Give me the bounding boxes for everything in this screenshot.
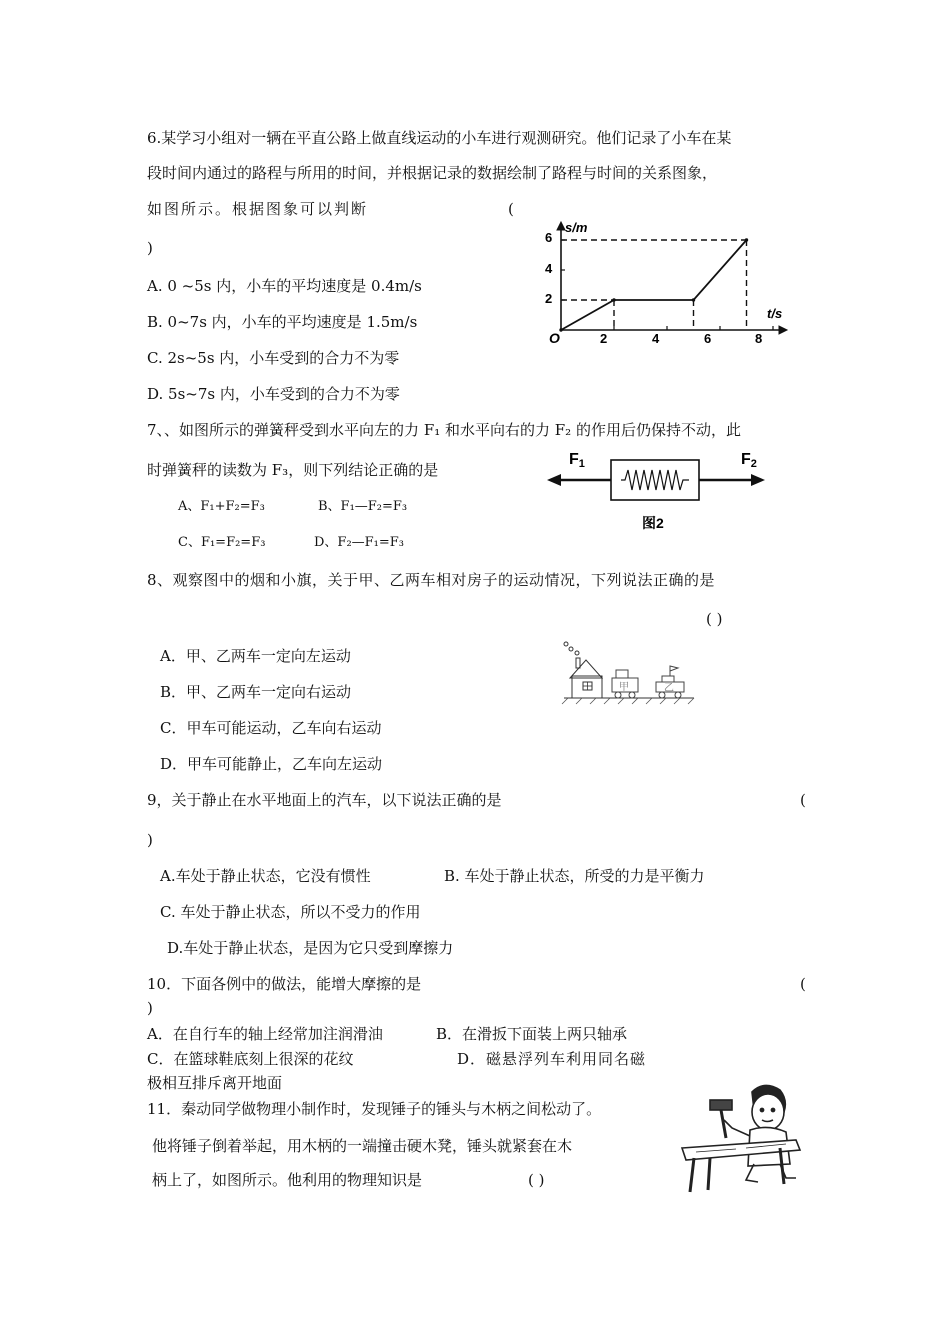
car-jia-label: 甲	[619, 682, 629, 693]
graph-y-axis-arrow	[557, 222, 565, 230]
graph-y-tick-6: 6	[545, 230, 553, 245]
q9-option-a: A.车处于静止状态，它没有惯性	[160, 867, 371, 885]
force-f2-label: F2	[741, 451, 757, 470]
q9-option-d: D.车处于静止状态，是因为它只受到摩擦力	[167, 939, 454, 957]
q6-line-2: 段时间内通过的路程与所用的时间，并根据记录的数据绘制了路程与时间的关系图象，	[147, 164, 718, 182]
graph-x-tick-4: 4	[652, 331, 660, 346]
q8-house-cars-figure	[558, 640, 698, 710]
q9-paren-close: )	[147, 831, 153, 849]
q6-distance-time-graph	[535, 212, 795, 352]
boy-arm	[724, 1120, 750, 1136]
figure-caption: 图2	[642, 515, 664, 531]
graph-y-axis-label: s/m	[565, 220, 588, 235]
car-jia-cabin	[616, 670, 628, 678]
q9-paren-open: (	[800, 791, 806, 809]
q8-option-c: C．甲车可能运动，乙车向右运动	[160, 719, 382, 737]
graph-series-line	[561, 240, 747, 330]
house	[572, 676, 602, 698]
q6-option-d: D. 5s~7s 内，小车受到的合力不为零	[147, 385, 400, 403]
q8-line-1: 8、观察图中的烟和小旗，关于甲、乙两车相对房子的运动情况，下列说法正确的是	[147, 571, 716, 589]
q8-option-b: B．甲、乙两车一定向右运动	[160, 683, 352, 701]
right-arrow-head	[751, 474, 765, 486]
q7-line-2: 时弹簧秤的读数为 F₃，则下列结论正确的是	[147, 461, 439, 479]
ground-hatching	[562, 698, 694, 704]
hammer-handle	[721, 1110, 726, 1138]
q6-line-1: 6.某学习小组对一辆在平直公路上做直线运动的小车进行观测研究。他们记录了小车在某	[147, 129, 732, 147]
q6-option-a: A. 0 ~5s 内，小车的平均速度是 0.4m/s	[147, 277, 422, 295]
q10-line-1: 10．下面各例中的做法，能增大摩擦的是	[147, 975, 422, 993]
graph-data-point	[745, 239, 747, 241]
q9-option-c: C. 车处于静止状态，所以不受力的作用	[160, 903, 421, 921]
q10-option-d: D．磁悬浮列车利用同名磁	[457, 1050, 647, 1068]
q10-paren-open: (	[800, 975, 806, 993]
q9-option-b: B. 车处于静止状态，所受的力是平衡力	[444, 867, 705, 885]
graph-y-tick-4: 4	[545, 261, 553, 276]
q8-option-a: A．甲、乙两车一定向左运动	[160, 647, 351, 665]
q8-paren: ( )	[706, 610, 723, 628]
q7-option-c: C、F₁=F₂=F₃	[178, 535, 266, 550]
boy-head	[752, 1094, 784, 1130]
q7-line-1: 7、、如图所示的弹簧秤受到水平向左的力 F₁ 和水平向右的力 F₂ 的作用后仍保持不动，此	[147, 421, 741, 439]
q8-option-d: D．甲车可能静止，乙车向左运动	[160, 755, 383, 773]
q6-option-c: C. 2s~5s 内，小车受到的合力不为零	[147, 349, 400, 367]
graph-x-tick-2: 2	[600, 331, 608, 346]
q6-paren-close: )	[147, 239, 153, 257]
graph-y-tick-2: 2	[545, 291, 553, 306]
smoke-puff	[569, 647, 573, 651]
car-yi-cabin	[662, 676, 674, 682]
q10-option-d-cont: 极相互排斥离开地面	[147, 1074, 283, 1092]
spring-coil	[621, 470, 689, 490]
chimney	[576, 658, 580, 668]
q7-option-a: A、F₁+F₂=F₃	[178, 499, 265, 514]
q10-option-b: B．在滑扳下面装上两只轴承	[436, 1025, 628, 1043]
q10-option-a: A．在自行车的轴上经常加注润滑油	[147, 1025, 383, 1043]
smoke-puff	[564, 642, 568, 646]
q7-option-b: B、F₁—F₂=F₃	[318, 499, 408, 514]
q11-line-1: 11．秦动同学做物理小制作时，发现锤子的锤头与木柄之间松动了。	[147, 1100, 602, 1118]
q6-option-b: B. 0~7s 内，小车的平均速度是 1.5m/s	[147, 313, 418, 331]
left-arrow-head	[547, 474, 561, 486]
graph-data-point	[560, 329, 562, 331]
q6-paren-open: (	[508, 200, 514, 218]
q11-boy-hammer-illustration	[676, 1080, 806, 1198]
q11-line-2: 他将锤子倒着举起，用木柄的一端撞击硬木凳，锤头就紧套在木	[152, 1137, 573, 1155]
car-yi-wheel	[675, 692, 681, 698]
graph-data-point	[613, 299, 615, 301]
q10-paren-close: )	[147, 999, 153, 1017]
q11-line-3: 柄上了，如图所示。他利用的物理知识是	[152, 1171, 423, 1189]
q9-line-1: 9，关于静止在水平地面上的汽车，以下说法正确的是	[147, 791, 502, 809]
house-roof	[570, 660, 602, 678]
q7-option-d: D、F₂—F₁=F₃	[314, 535, 405, 550]
bench-leg	[690, 1158, 694, 1192]
car-jia-wheel	[615, 692, 621, 698]
graph-x-axis-arrow	[779, 326, 787, 334]
car-yi-wheel	[659, 692, 665, 698]
graph-x-tick-8: 8	[755, 331, 763, 346]
force-f1-label: F1	[569, 451, 585, 470]
graph-x-tick-6: 6	[704, 331, 712, 346]
q10-option-c: C．在篮球鞋底刻上很深的花纹	[147, 1050, 354, 1068]
graph-x-axis-label: t/s	[767, 306, 783, 321]
boy-legs	[746, 1164, 796, 1182]
smoke-puff	[575, 651, 579, 655]
q6-line-3: 如图所示。根据图象可以判断	[147, 200, 369, 218]
car-yi-label: 乙	[664, 683, 674, 694]
graph-data-point	[692, 299, 694, 301]
q7-spring-balance-figure	[545, 448, 775, 536]
hammer-head	[710, 1100, 732, 1110]
car-jia-wheel	[629, 692, 635, 698]
graph-origin-label: O	[549, 330, 560, 346]
flag	[670, 666, 678, 671]
bench-leg	[708, 1158, 710, 1190]
q11-paren: ( )	[528, 1171, 545, 1189]
